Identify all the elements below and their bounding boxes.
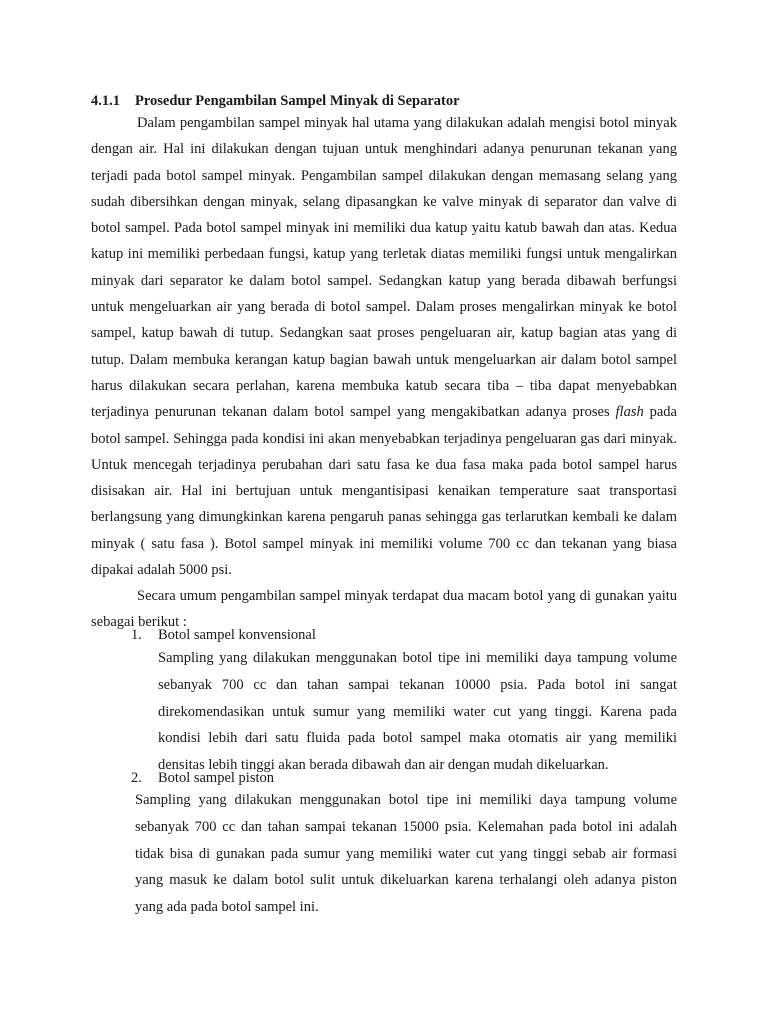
list-marker: 1. xyxy=(131,627,142,643)
paragraph-sampling-procedure xyxy=(91,110,677,583)
list-item-title: Botol sampel konvensional xyxy=(158,627,316,643)
paragraph-text: Dalam pengambilan sampel minyak hal utama yang dilakukan adalah mengisi botol minyak dengan air. Hal ini dilakukan dengan tujuan untuk menghindari adanya penurunan tekanan yang terjadi pada botol sampel minyak. Pengambilan sampel dilakukan dengan memasang selang yang sudah dibersihkan dengan minyak, selang dipasangkan ke valve minyak di separator dan valve di botol sampel. Pada botol sampel minyak ini memiliki dua katup yaitu katub bawah dan atas. Kedua katup ini memiliki perbedaan fungsi, katup yang terletak diatas memiliki fungsi untuk mengalirkan minyak dari separator ke dalam botol sampel. Sedangkan katup yang berada dibawah berfungsi untuk mengeluarkan air yang berada di botol sampel. Dalam proses mengalirkan minyak ke botol sampel, katup bawah di tutup. Sedangkan saat proses pengeluaran air, katup bagian atas yang di tutup. Dalam membuka kerangan katup bagian bawah untuk mengeluarkan air dalam botol sampel harus dilakukan secara perlahan, karena membuka katub secara tiba – tiba dapat menyebabkan terjadinya penurunan tekanan dalam botol sampel yang mengakibatkan adanya proses xyxy=(91,115,677,421)
italic-term: flash xyxy=(615,404,644,421)
list-item-title: Botol sampel piston xyxy=(158,770,274,786)
list-item-body: Sampling yang dilakukan menggunakan botol tipe ini memiliki daya tampung volume sebanyak 700 cc dan tahan sampai tekanan 10000 psia. Pada botol ini sangat direkomendasikan untuk sumur yang memiliki water cut yang tinggi. Karena pada kondisi lebih dari satu fluida pada botol sampel maka otomatis air yang memiliki densitas lebih tinggi akan berada dibawah dan air dengan mudah dikeluarkan. xyxy=(158,650,677,774)
list-marker: 2. xyxy=(131,770,142,786)
paragraph-text: pada botol sampel. Sehingga pada kondisi ini akan menyebabkan terjadinya pengeluaran gas dari minyak. Untuk mencegah terjadinya perubahan dari satu fasa ke dua fasa maka pada botol sampel harus disisakan air. Hal ini bertujuan untuk mengantisipasi kenaikan temperature saat transportasi berlangsung yang dimungkinkan karena pengaruh panas sehingga gas terlarutkan kembali ke dalam minyak ( satu fasa ). Botol sampel minyak ini memiliki volume 700 cc dan tekanan yang biasa dipakai adalah 5000 psi. xyxy=(91,404,677,579)
list-item-heading xyxy=(131,770,274,787)
list-item-heading xyxy=(131,627,316,644)
section-number: 4.1.1 xyxy=(91,93,120,109)
list-item-body: Sampling yang dilakukan menggunakan botol tipe ini memiliki daya tampung volume sebanyak 700 cc dan tahan sampai tekanan 15000 psia. Kelemahan pada botol ini adalah tidak bisa di gunakan pada sumur yang memiliki water cut yang tinggi sebab air formasi yang masuk ke dalam botol sulit untuk dikeluarkan karena terhalangi oleh adanya piston yang ada pada botol sampel ini. xyxy=(135,792,677,916)
paragraph-bottle-types-intro: Secara umum pengambilan sampel minyak terdapat dua macam botol yang di gunakan yaitu sebagai berikut : xyxy=(91,588,677,630)
section-heading xyxy=(91,93,460,110)
section-title: Prosedur Pengambilan Sampel Minyak di Separator xyxy=(135,93,460,109)
